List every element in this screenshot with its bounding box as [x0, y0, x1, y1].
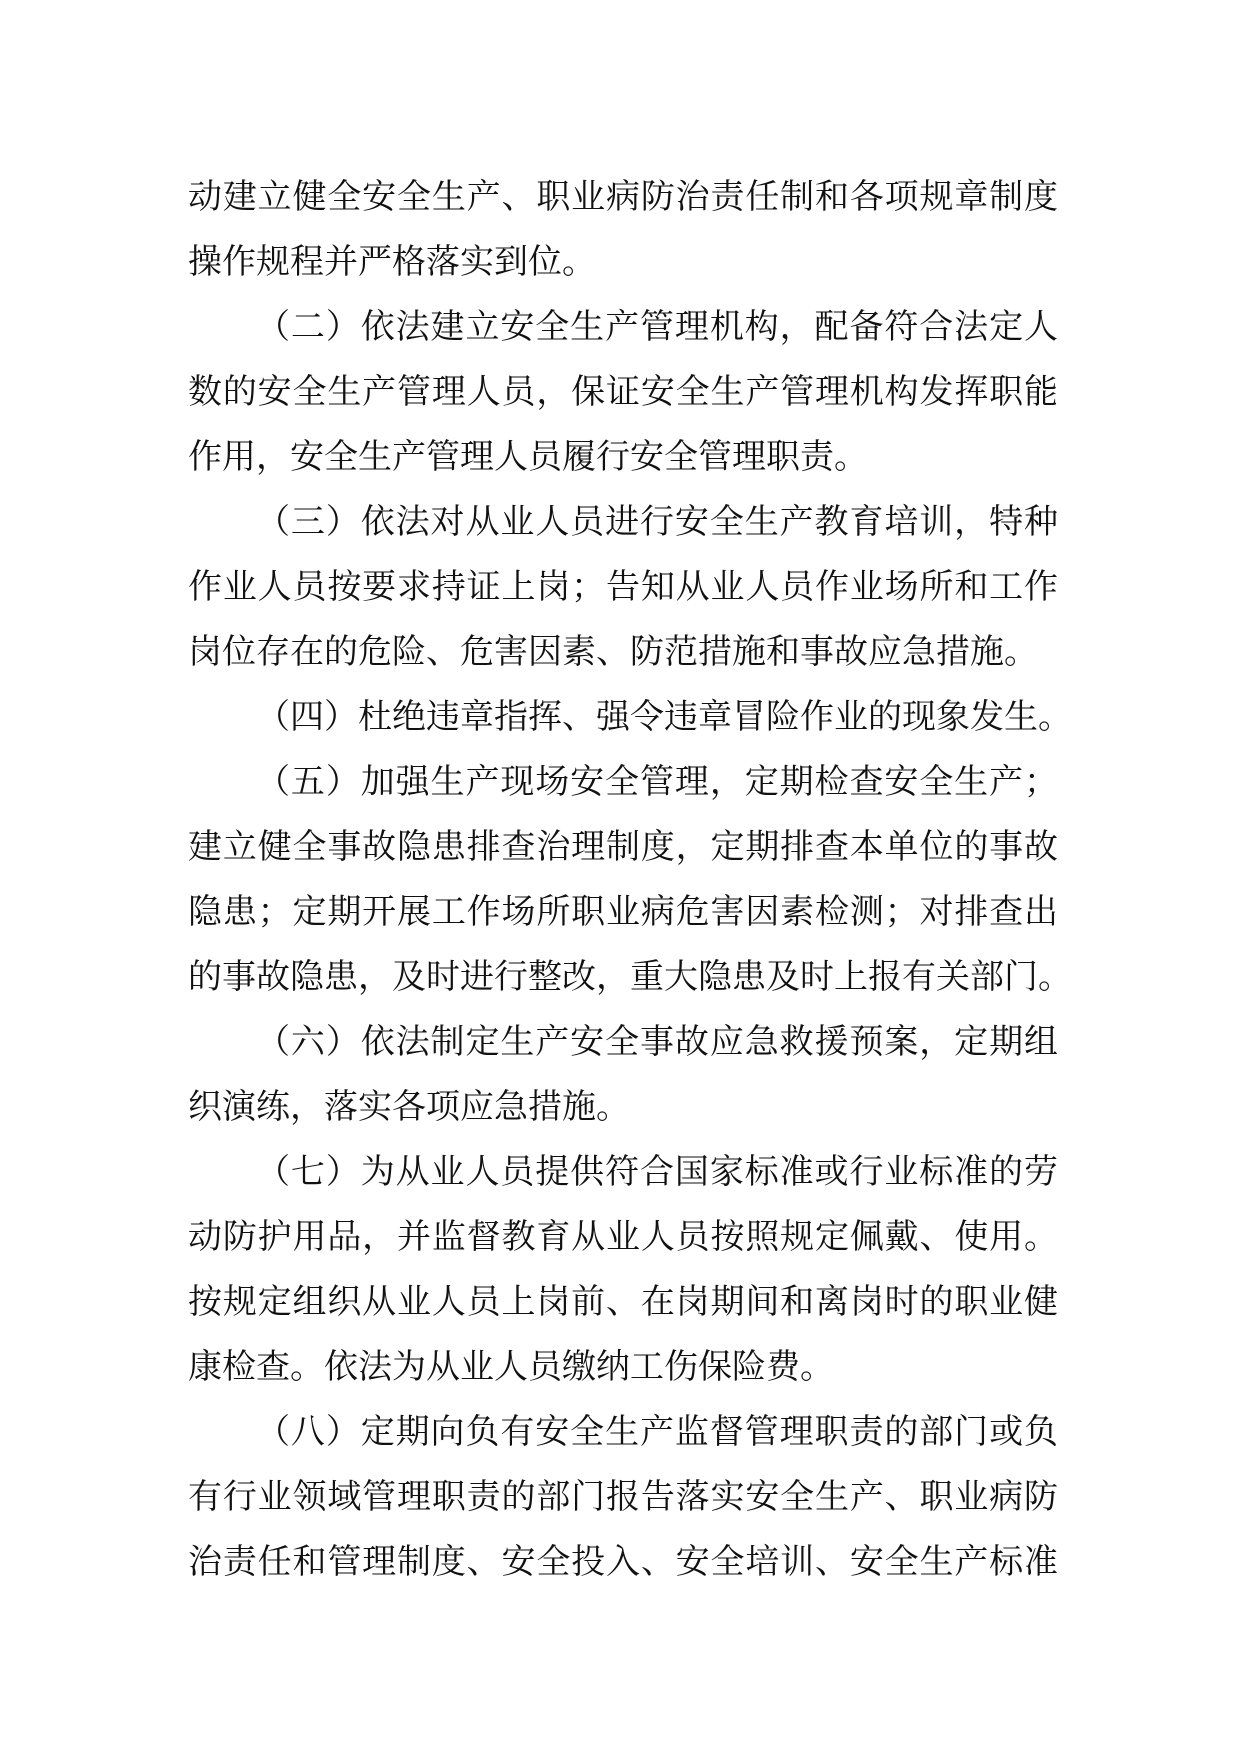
text-line: （三）依法对从业人员进行安全生产教育培训，特种 [256, 502, 1058, 542]
text-line: 按规定组织从业人员上岗前、在岗期间和离岗时的职业健 [188, 1282, 1058, 1322]
text-line: 作业人员按要求持证上岗；告知从业人员作业场所和工作 [188, 567, 1058, 607]
text-line: 有行业领域管理职责的部门报告落实安全生产、职业病防 [188, 1477, 1058, 1517]
text-line: 岗位存在的危险、危害因素、防范措施和事故应急措施。 [188, 632, 1038, 672]
text-line: 数的安全生产管理人员，保证安全生产管理机构发挥职能 [188, 372, 1058, 412]
text-line: 作用，安全生产管理人员履行安全管理职责。 [188, 437, 868, 477]
text-line: （五）加强生产现场安全管理，定期检查安全生产； [256, 762, 1058, 802]
text-line: （八）定期向负有安全生产监督管理职责的部门或负 [256, 1412, 1058, 1452]
text-line: 操作规程并严格落实到位。 [188, 242, 596, 282]
text-line: 康检查。依法为从业人员缴纳工伤保险费。 [188, 1347, 834, 1387]
text-line: 的事故隐患，及时进行整改，重大隐患及时上报有关部门。 [188, 957, 1072, 997]
document-page [188, 165, 1072, 1595]
text-line: （四）杜绝违章指挥、强令违章冒险作业的现象发生。 [256, 697, 1072, 737]
text-line: 治责任和管理制度、安全投入、安全培训、安全生产标准 [188, 1542, 1058, 1582]
text-line: （二）依法建立安全生产管理机构，配备符合法定人 [256, 307, 1058, 347]
text-line: 隐患；定期开展工作场所职业病危害因素检测；对排查出 [188, 892, 1058, 932]
text-line: 建立健全事故隐患排查治理制度，定期排查本单位的事故 [188, 827, 1058, 867]
text-line: 织演练，落实各项应急措施。 [188, 1087, 630, 1127]
text-line: 动防护用品，并监督教育从业人员按照规定佩戴、使用。 [188, 1217, 1058, 1257]
text-line: 动建立健全安全生产、职业病防治责任制和各项规章制度 [188, 177, 1058, 217]
text-line: （六）依法制定生产安全事故应急救援预案，定期组 [256, 1022, 1058, 1062]
text-line: （七）为从业人员提供符合国家标准或行业标准的劳 [256, 1152, 1058, 1192]
